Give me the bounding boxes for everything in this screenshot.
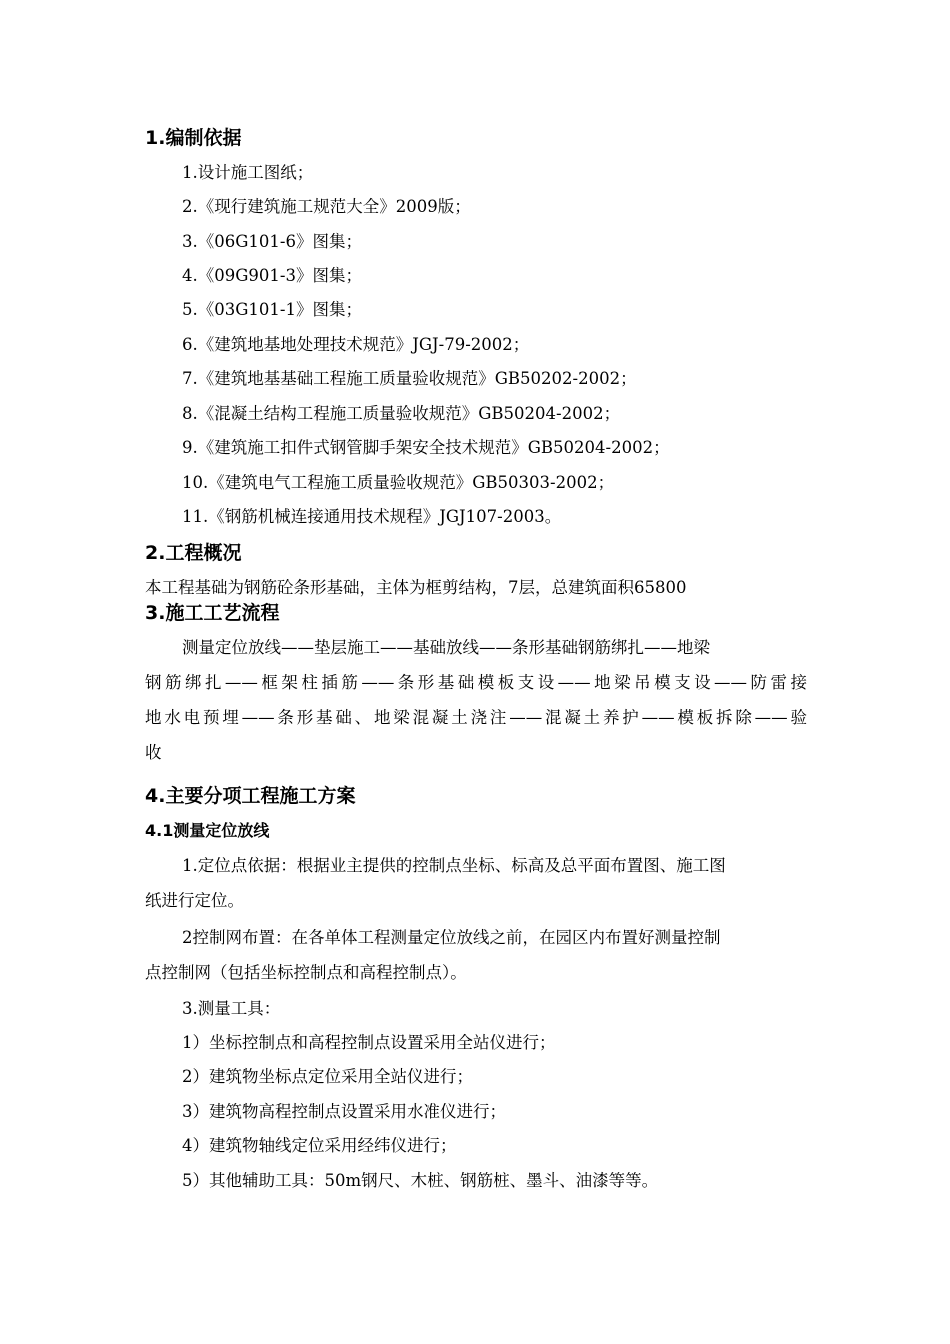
section-4-heading: 4.主要分项工程施工方案 <box>145 785 356 807</box>
list-item: 5.《03G101-1》图集； <box>182 300 362 319</box>
tool-list-item: 1）坐标控制点和高程控制点设置采用全站仪进行； <box>182 1033 556 1052</box>
process-flow-line: 地水电预埋——条形基础、地梁混凝土浇注——混凝土养护——模板拆除——验 <box>145 708 807 727</box>
list-item: 4.《09G901-3》图集； <box>182 266 362 285</box>
section-1-heading: 1.编制依据 <box>145 127 242 149</box>
paragraph-line: 1.定位点依据：根据业主提供的控制点坐标、标高及总平面布置图、施工图 <box>182 856 726 875</box>
list-item: 1.设计施工图纸； <box>182 163 314 182</box>
list-item: 6.《建筑地基地处理技术规范》JGJ-79-2002； <box>182 335 530 354</box>
list-item: 10.《建筑电气工程施工质量验收规范》GB50303-2002； <box>182 473 615 492</box>
paragraph-line: 3.测量工具： <box>182 999 281 1018</box>
process-flow-line: 钢筋绑扎——框架柱插筋——条形基础模板支设——地梁吊模支设——防雷接 <box>145 673 807 692</box>
subsection-4-1-heading: 4.1测量定位放线 <box>145 821 270 840</box>
paragraph-line: 点控制网（包括坐标控制点和高程控制点）。 <box>145 963 467 982</box>
paragraph-line: 2控制网布置：在各单体工程测量定位放线之前，在园区内布置好测量控制 <box>182 928 721 947</box>
list-item: 7.《建筑地基基础工程施工质量验收规范》GB50202-2002； <box>182 369 637 388</box>
section-3-heading: 3.施工工艺流程 <box>145 602 280 624</box>
process-flow-line: 收 <box>145 743 162 762</box>
project-overview-text: 本工程基础为钢筋砼条形基础，主体为框剪结构，7层，总建筑面积65800 <box>145 578 687 597</box>
list-item: 3.《06G101-6》图集； <box>182 232 362 251</box>
list-item: 2.《现行建筑施工规范大全》2009版； <box>182 197 471 216</box>
tool-list-item: 5）其他辅助工具：50m钢尺、木桩、钢筋桩、墨斗、油漆等等。 <box>182 1171 659 1190</box>
section-2-heading: 2.工程概况 <box>145 542 242 564</box>
list-item: 8.《混凝土结构工程施工质量验收规范》GB50204-2002； <box>182 404 621 423</box>
list-item: 11.《钢筋机械连接通用技术规程》JGJ107-2003。 <box>182 507 562 526</box>
list-item: 9.《建筑施工扣件式钢管脚手架安全技术规范》GB50204-2002； <box>182 438 670 457</box>
tool-list-item: 4）建筑物轴线定位采用经纬仪进行； <box>182 1136 457 1155</box>
paragraph-line: 纸进行定位。 <box>145 891 244 910</box>
process-flow-line: 测量定位放线——垫层施工——基础放线——条形基础钢筋绑扎——地梁 <box>182 638 710 657</box>
tool-list-item: 2）建筑物坐标点定位采用全站仪进行； <box>182 1067 473 1086</box>
tool-list-item: 3）建筑物高程控制点设置采用水准仪进行； <box>182 1102 506 1121</box>
